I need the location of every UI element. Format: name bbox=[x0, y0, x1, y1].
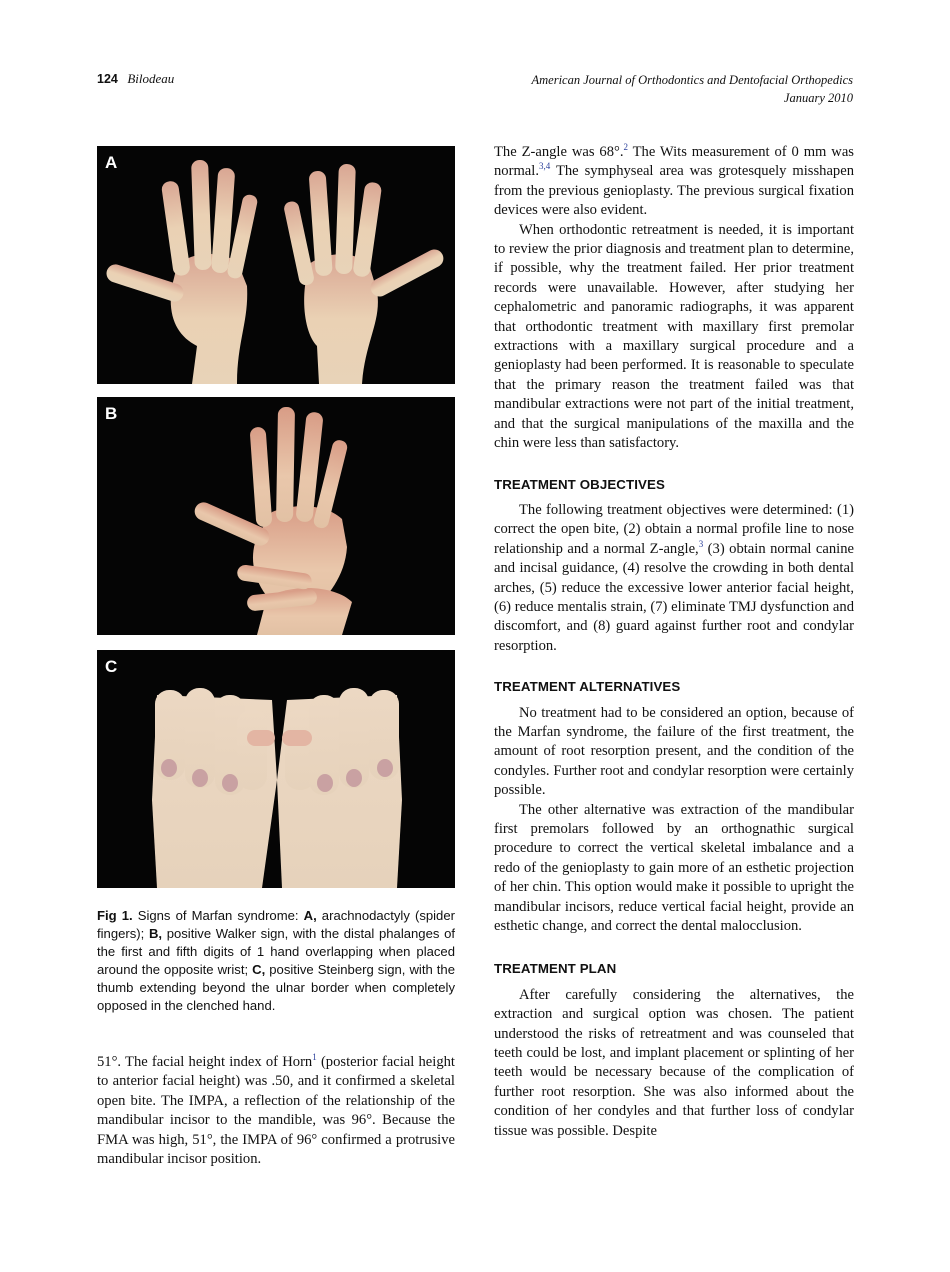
section-heading-alternatives: TREATMENT ALTERNATIVES bbox=[494, 679, 681, 695]
panel-label-a: A bbox=[105, 153, 118, 172]
text-run: The symphyseal area was grotesquely misshapen from the previous genioplasty. The previous surgical fixation devices were also evident. bbox=[494, 163, 854, 219]
page-number: 124 bbox=[97, 72, 118, 86]
figure-caption bbox=[97, 907, 455, 1015]
text-run: The following treatment objectives were determined: (1) correct the open bite, (2) obtain a normal profile line to nose relationship and a normal Z-angle, bbox=[494, 501, 854, 557]
reference-link[interactable]: 3 bbox=[698, 538, 704, 549]
reference-link[interactable]: 2 bbox=[623, 142, 628, 153]
figure-label: Fig 1. bbox=[97, 908, 133, 923]
text-run: (3) obtain normal canine and incisal guidance, (4) resolve the crowding in both dental arches, (5) reduce the excessive lower anterior facial height, (6) reduce mentalis strain, (7) eliminate TMJ dysfunction and discomfort, and (8) guard against further root and condylar resorption. bbox=[494, 540, 854, 654]
section-heading-plan: TREATMENT PLAN bbox=[494, 961, 617, 977]
left-column-body bbox=[97, 1053, 455, 1169]
right-column-body bbox=[494, 143, 854, 1141]
running-header-left bbox=[97, 71, 174, 87]
reference-link[interactable]: 1 bbox=[312, 1052, 317, 1063]
caption-panel-ref-b: B, bbox=[148, 926, 163, 941]
text-run: The Z-angle was 68°. bbox=[494, 144, 624, 160]
caption-text: positive Walker sign, with the distal phalanges of the first and fifth digits of 1 hand overlapping when placed around the opposite wrist; bbox=[97, 926, 455, 977]
reference-link[interactable]: 3,4 bbox=[539, 161, 551, 172]
caption-panel-ref-a: A, bbox=[303, 908, 317, 923]
figure-panel-a bbox=[97, 146, 455, 384]
body-paragraph bbox=[494, 143, 854, 221]
body-paragraph bbox=[494, 501, 854, 656]
text-run: The Wits measurement of 0 mm was normal. bbox=[494, 144, 854, 180]
clenched-fists-photo bbox=[97, 650, 455, 888]
caption-text: Signs of Marfan syndrome: bbox=[132, 908, 304, 923]
figure-panel-b bbox=[97, 397, 455, 635]
caption-panel-ref-c: C, bbox=[252, 962, 266, 977]
hands-open-palms-photo bbox=[97, 146, 455, 384]
section-heading-objectives: TREATMENT OBJECTIVES bbox=[494, 476, 665, 492]
body-paragraph: No treatment had to be considered an option, because of the Marfan syndrome, the failure of the first treatment, the amount of root resorption present, and the condition of the condyles. Further root and condylar resorption were certainly possible. bbox=[494, 704, 854, 799]
panel-label-b: B bbox=[105, 404, 118, 423]
text-run: (posterior facial height to anterior facial height) was .50, and it confirmed a skeletal open bite. The IMPA, a reflection of the relationship of the mandibular incisor to the mandible, was 96°. Because the FMA was high, 51°, the IMPA of 96° confirmed a protrusive mandibular incisor position. bbox=[97, 1054, 455, 1168]
panel-label-c: C bbox=[105, 657, 118, 676]
caption-text: positive Steinberg sign, with the thumb extending beyond the ulnar border when completely opposed in the clenched hand. bbox=[97, 962, 455, 1013]
body-paragraph: After carefully considering the alternatives, the extraction and surgical option was chosen. The patient understood the risks of retreatment and was counseled that teeth could be lost, and implant placement or splinting of her teeth would be necessary because of the complication of further root resorption. She was also informed about the condition of her condyles and that further loss of condylar tissue was possible. Despite bbox=[494, 986, 854, 1139]
running-header-right bbox=[532, 71, 854, 107]
body-paragraph: When orthodontic retreatment is needed, it is important to review the prior diagnosis and treatment plan to determine, if possible, why the treatment failed. Her prior treatment records were unavailable. However, after studying her cephalometric and panoramic radiographs, it was apparent that orthodontic treatment with maxillary first premolar extractions with a maxillary surgical procedure and a genioplasty had been performed. It is reasonable to speculate that the primary reason the treatment failed was that mandibular extractions were not part of the initial treatment, and that the surgical manipulations of the maxilla and the chin were less than satisfactory. bbox=[494, 221, 854, 452]
body-paragraph: The other alternative was extraction of the mandibular first premolars followed by an orthognathic surgical procedure to correct the vertical skeletal imbalance and a redo of the genioplasty to gain more of an esthetic projection of her chin. This option would make it possible to upright the mandibular incisors, reduce vertical facial height, provide an esthetic change, and correct the dental malocclusion. bbox=[494, 801, 854, 935]
running-author: Bilodeau bbox=[127, 71, 175, 86]
issue-date: January 2010 bbox=[783, 91, 853, 105]
journal-title: American Journal of Orthodontics and Dentofacial Orthopedics bbox=[531, 73, 853, 87]
figure-panel-c bbox=[97, 650, 455, 888]
hand-wrist-grip-photo bbox=[97, 397, 455, 635]
text-run: 51°. The facial height index of Horn bbox=[97, 1054, 313, 1070]
caption-text: arachnodactyly (spider fingers); bbox=[97, 908, 455, 941]
body-paragraph bbox=[97, 1053, 455, 1169]
